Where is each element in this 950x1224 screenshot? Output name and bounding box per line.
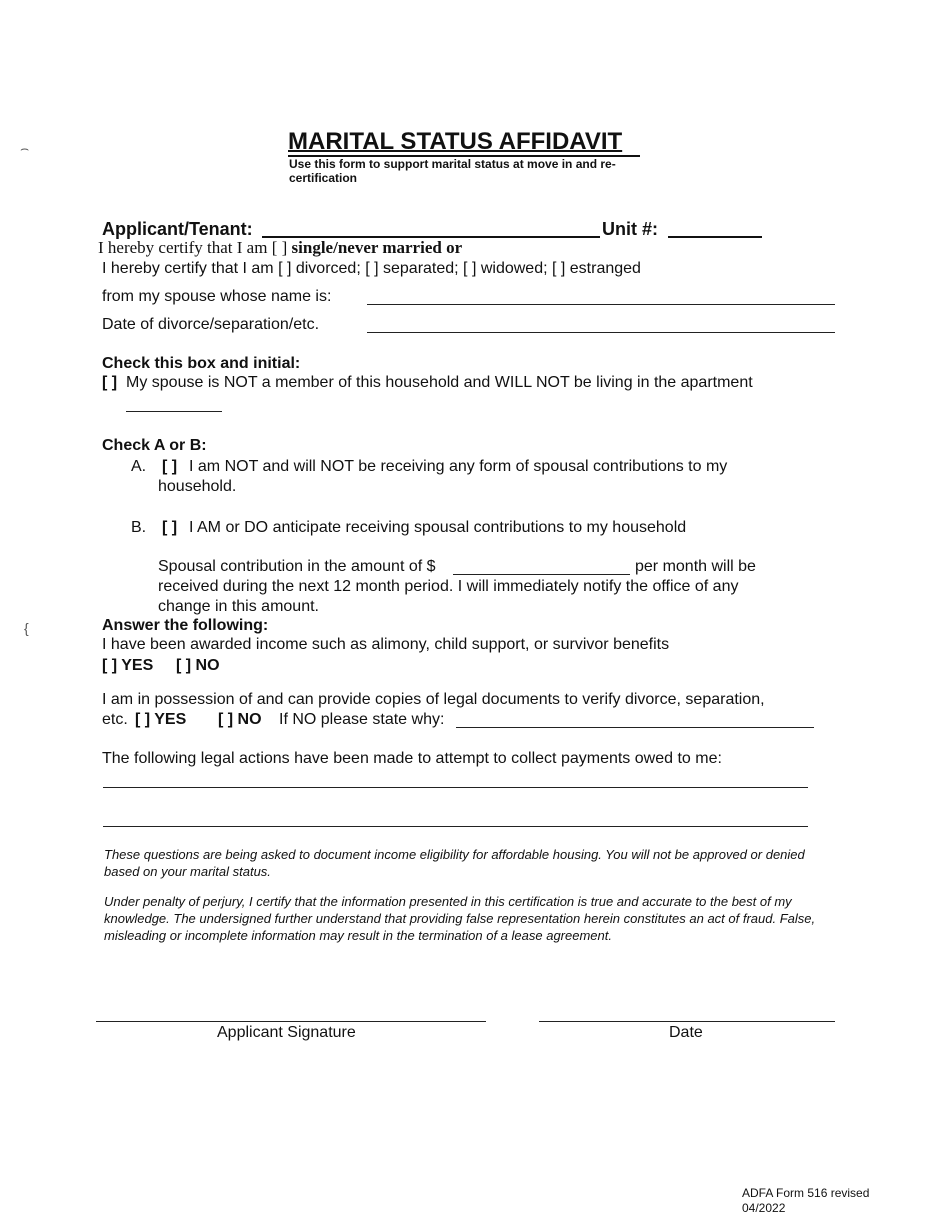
- divorce-date-label: Date of divorce/separation/etc.: [102, 316, 320, 333]
- legal-docs-question: I am in possession of and can provide copies of legal documents to verify divorce, separation,: [102, 691, 765, 708]
- option-b-checkbox[interactable]: [ ]: [162, 519, 178, 536]
- unit-number-field[interactable]: [668, 236, 762, 238]
- contribution-suffix: per month will be: [635, 558, 756, 575]
- legal-actions-field-1[interactable]: [103, 787, 808, 788]
- option-a-text: I am NOT and will NOT be receiving any form of spousal contributions to my: [189, 458, 728, 475]
- spouse-name-label: from my spouse whose name is:: [102, 288, 332, 305]
- legal-docs-why-field[interactable]: [456, 727, 814, 728]
- household-checkbox[interactable]: [ ]: [102, 374, 118, 391]
- spouse-name-field[interactable]: [367, 304, 835, 305]
- unit-label: Unit #:: [602, 219, 658, 239]
- legal-docs-yes-checkbox[interactable]: [ ] YES: [135, 711, 187, 728]
- contribution-prefix: Spousal contribution in the amount of $: [158, 558, 436, 575]
- certify-single-option: single/never married: [291, 238, 442, 257]
- contribution-line-2: received during the next 12 month period. I will immediately notify the office of any: [158, 578, 739, 595]
- awarded-yes-checkbox[interactable]: [ ] YES: [102, 657, 154, 674]
- legal-actions-label: The following legal actions have been made to attempt to collect payments owed to me:: [102, 750, 722, 767]
- legal-docs-why-label: If NO please state why:: [279, 711, 445, 728]
- answer-heading: Answer the following:: [102, 617, 269, 634]
- form-id-line-2: 04/2022: [742, 1201, 786, 1215]
- check-box-row: [102, 373, 753, 393]
- check-box-heading: Check this box and initial:: [102, 355, 301, 372]
- form-id-line-1: ADFA Form 516 revised: [742, 1186, 870, 1200]
- check-ab-heading: Check A or B:: [102, 437, 207, 454]
- date-label: Date: [669, 1024, 703, 1041]
- awarded-no-checkbox[interactable]: [ ] NO: [176, 657, 220, 674]
- legal-docs-no-checkbox[interactable]: [ ] NO: [218, 711, 262, 728]
- option-a-letter: A.: [131, 458, 147, 475]
- contribution-line-3: change in this amount.: [158, 598, 319, 615]
- signature-label: Applicant Signature: [217, 1024, 356, 1041]
- contribution-amount-field[interactable]: [453, 574, 630, 575]
- option-a-checkbox[interactable]: [ ]: [162, 458, 178, 475]
- certify-single-or: or: [446, 238, 463, 257]
- household-statement: My spouse is NOT a member of this household and WILL NOT be living in the apartment: [126, 374, 753, 391]
- awarded-income-question: I have been awarded income such as alimony, child support, or survivor benefits: [102, 636, 670, 653]
- form-title: MARITAL STATUS AFFIDAVIT: [288, 128, 623, 155]
- applicant-label: Applicant/Tenant:: [102, 219, 253, 239]
- disclaimer-eligibility: These questions are being asked to document income eligibility for affordable housing. You will not be approved or denied based on your marital status.: [104, 847, 805, 879]
- form-subtitle: Use this form to support marital status at move in and re-certification: [289, 157, 616, 185]
- legal-docs-etc: etc.: [102, 711, 128, 728]
- certify-single-line: [98, 238, 462, 258]
- divorce-date-field[interactable]: [367, 332, 835, 333]
- initial-field[interactable]: [126, 411, 222, 412]
- option-a-text-cont: household.: [158, 478, 237, 495]
- disclaimer-perjury: Under penalty of perjury, I certify that the information presented in this certification is true and accurate to the best of my knowledge. The undersigned further understand that providing false representation herein constitutes an act of fraud. False, misleading or incomplete information may result in the termination of a lease agreement.: [104, 894, 816, 943]
- option-b-text: I AM or DO anticipate receiving spousal contributions to my household: [189, 519, 687, 536]
- certify-single-prefix: I hereby certify that I am [ ]: [98, 238, 288, 257]
- legal-actions-field-2[interactable]: [103, 826, 808, 827]
- option-b-letter: B.: [131, 519, 147, 536]
- date-field[interactable]: [539, 1021, 835, 1022]
- signature-field[interactable]: [96, 1021, 486, 1022]
- certify-status-line: I hereby certify that I am [ ] divorced; [ ] separated; [ ] widowed; [ ] estranged: [102, 260, 641, 277]
